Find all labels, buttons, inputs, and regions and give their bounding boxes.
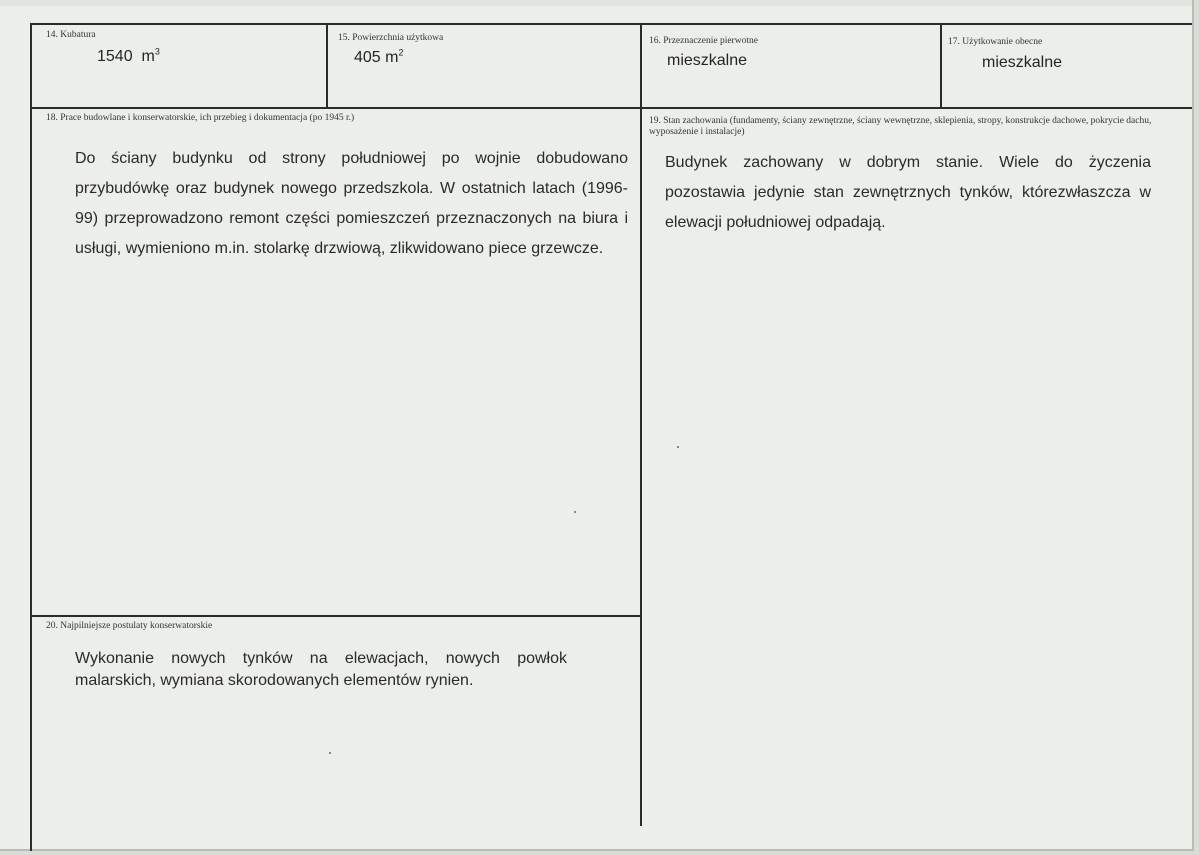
scan-speck [329,752,331,754]
field-15-label: 15. Powierzchnia użytkowa [338,33,444,43]
field-17-label: 17. Użytkowanie obecne [948,37,1043,47]
rule-row1 [30,107,1192,109]
field-14-value [97,48,160,66]
area-unit-exponent: 2 [398,47,404,58]
scan-speck [677,446,679,448]
cubature-unit: m [141,48,155,65]
rule-top [30,23,1192,25]
field-18-label: 18. Prace budowlane i konserwatorskie, ich przebieg i dokumentacja (po 1945 r.) [46,113,355,123]
scan-speck [574,511,576,513]
field-18-text: Do ściany budynku od strony południowej po wojnie dobudowano przybudówkę oraz budynek nowego przedszkola. W ostatnich latach (1996-99) przeprowadzono remont części pomieszczeń przeznaczonych na biura i usługi, wymieniono m.in. stolarkę drzwiową, zlikwidowano piece grzewcze. [75,150,628,257]
field-20-label: 20. Najpilniejsze postulaty konserwatorskie [46,621,213,631]
field-19-label: 19. Stan zachowania (fundamenty, ściany zewnętrzne, ściany wewnętrzne, sklepienia, stropy, konstrukcje dachowe, pokrycie dachu, wyposażenie i instalacje) [649,116,1152,138]
field-16-value: mieszkalne [667,52,748,69]
top-edge [0,0,1192,6]
field-17-value: mieszkalne [982,54,1063,71]
rule-col1 [326,23,328,108]
field-20-text: Wykonanie nowych tynków na elewacjach, nowych powłok malarskich, wymiana skorodowanych elementów rynien. [75,650,567,689]
cubature-number: 1540 [97,48,133,65]
rule-left [30,23,32,851]
rule-row20 [30,615,641,617]
rule-col3 [940,23,942,108]
cubature-unit-exponent: 3 [154,46,160,57]
field-15-value [354,49,404,67]
area-number: 405 [354,49,381,66]
rule-col2 [640,23,642,826]
field-16-label: 16. Przeznaczenie pierwotne [649,36,758,46]
field-19-text: Budynek zachowany w dobrym stanie. Wiele do życzenia pozostawia jedynie stan zewnętrznych tynków, którezwłaszcza w elewacji południowej odpadają. [665,154,1151,231]
area-unit: m [385,49,399,66]
field-14-label: 14. Kubatura [46,30,96,40]
